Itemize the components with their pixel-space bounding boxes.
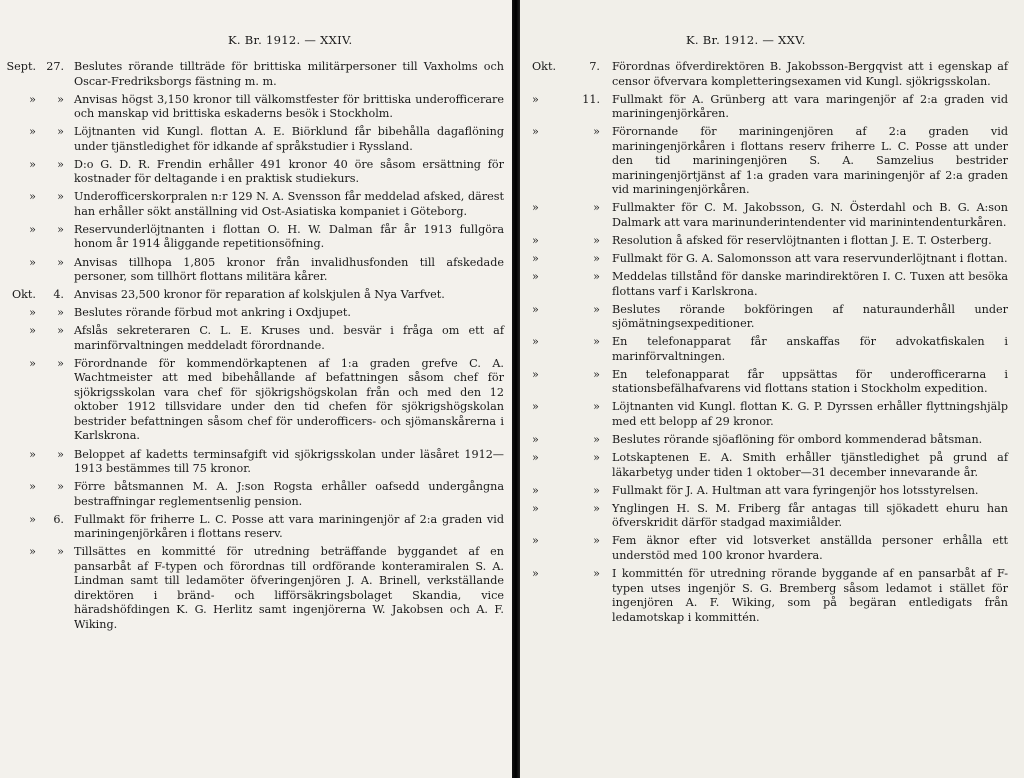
- entry-text: Lotskaptenen E. A. Smith erhåller tjänstledighet på grund af läkarbetyg under tiden 1 oktober—31 december innevarande år.: [612, 451, 1008, 479]
- entry-text: Anvisas 23,500 kronor för reparation af kolskjulen å Nya Varfvet.: [74, 288, 445, 302]
- entry-day: »: [593, 433, 600, 447]
- entry-day: »: [57, 306, 64, 320]
- entry-month: »: [29, 190, 36, 204]
- entry-text: En telefonapparat får anskaffas för advokatfiskalen i marinförvaltningen.: [612, 335, 1008, 363]
- entry-list: [0, 60, 512, 636]
- list-item: [520, 60, 1024, 89]
- entry-month: »: [532, 335, 539, 349]
- entry-day: »: [593, 335, 600, 349]
- entry-text: Fullmakt för A. Grünberg att vara maringenjör af 2:a graden vid mariningenjörkåren.: [612, 92, 1008, 121]
- entry-text: Ynglingen H. S. M. Friberg får antagas till sjökadett ehuru han öfverskridit därför stadgad maximiålder.: [612, 501, 1008, 530]
- list-item: [520, 502, 1024, 531]
- entry-list: [520, 60, 1024, 629]
- list-item: [520, 433, 1024, 448]
- list-item: [520, 451, 1024, 480]
- entry-month: »: [532, 433, 539, 447]
- entry-day: »: [57, 447, 64, 461]
- entry-day: »: [57, 356, 64, 370]
- entry-month: »: [29, 545, 36, 559]
- page-header: K. Br. 1912. — XXIV.: [228, 33, 353, 47]
- entry-text: Beslutes rörande bokföringen af naturaunderhåll under sjömätningsexpeditioner.: [612, 302, 1008, 331]
- entry-day: »: [57, 92, 64, 106]
- list-item: [0, 125, 512, 154]
- entry-text: Fullmakter för C. M. Jakobsson, G. N. Österdahl och B. G. A:son Dalmark att vara marinunderintendenter vid marinintendenturkåren.: [612, 201, 1008, 229]
- list-item: [520, 534, 1024, 563]
- entry-text: Förre båtsmannen M. A. J:son Rogsta erhåller oafsedd undergångna bestraffningar reglementsenlig pension.: [74, 480, 504, 508]
- entry-text: Förornande för mariningenjören af 2:a graden vid mariningenjörkåren i flottans reserv friherre L. C. Posse att under den tid mariningenjören S. A. Samzelius bestrider mariningenjörtjänst af 1:a graden vara mariningenjör af 2:a graden vid mariningenjörkåren.: [612, 125, 1008, 197]
- list-item: [520, 400, 1024, 429]
- list-item: [0, 545, 512, 632]
- entry-text: En telefonapparat får uppsättas för underofficerarna i stationsbefälhafvarens vid flottans station i Stockholm expedition.: [612, 367, 1008, 396]
- list-item: [0, 448, 512, 477]
- entry-month: »: [29, 157, 36, 171]
- list-item: [0, 190, 512, 219]
- entry-text: Anvisas tillhopa 1,805 kronor från invalidhusfonden till afskedade personer, som tillhört flottans militära kårer.: [74, 255, 504, 284]
- entry-day: »: [593, 125, 600, 139]
- entry-text: Beloppet af kadetts terminsafgift vid sjökrigsskolan under läsåret 1912—1913 bestämmes till 75 kronor.: [74, 447, 504, 476]
- entry-month: »: [29, 480, 36, 494]
- entry-text: Afslås sekreteraren C. L. E. Kruses und. besvär i fråga om ett af marinförvaltningen meddeladt förordnande.: [74, 324, 504, 352]
- entry-month: »: [29, 255, 36, 269]
- list-item: [0, 93, 512, 122]
- list-item: [520, 303, 1024, 332]
- entry-month: »: [29, 356, 36, 370]
- entry-month: Sept.: [6, 60, 36, 73]
- entry-day: »: [593, 534, 600, 548]
- entry-text: Fullmakt för J. A. Hultman att vara fyringenjör hos lotsstyrelsen.: [612, 483, 979, 497]
- entry-text: Löjtnanten vid Kungl. flottan A. E. Biörklund får bibehålla dagaflöning under tjänstledighet för idkande af språkstudier i Ryssland.: [74, 125, 504, 153]
- entry-day: »: [57, 480, 64, 494]
- entry-day: »: [593, 251, 600, 265]
- entry-day: »: [593, 483, 600, 497]
- entry-month: »: [29, 222, 36, 236]
- entry-day: 6.: [53, 512, 64, 526]
- entry-month: »: [29, 306, 36, 320]
- entry-day: »: [593, 567, 600, 580]
- entry-day: 7.: [589, 60, 600, 73]
- entry-text: Reservunderlöjtnanten i flottan O. H. W. Dalman får år 1913 fullgöra honom år 1914 åliggande repetitionsöfning.: [74, 222, 504, 251]
- entry-day: »: [593, 400, 600, 414]
- list-item: [520, 368, 1024, 397]
- entry-day: 4.: [53, 288, 64, 302]
- entry-text: Fem äknor efter vid lotsverket anställda personer erhålla ett understöd med 100 kronor hvardera.: [612, 534, 1008, 562]
- entry-text: Förordnande för kommendörkaptenen af 1:a graden grefve C. A. Wachtmeister att med bibehållande af befattningen såsom chef för sjökrigsskolan vara chef för sjökrigshögskolan från och med den 12 oktober 1912 tillsvidare under den tid chefen för sjökrigshögskolan bestrider befattningen såsom chef för underofficers- och sjömanskårerna i Karlskrona.: [74, 356, 504, 443]
- entry-month: »: [29, 125, 36, 139]
- list-item: [520, 93, 1024, 122]
- entry-text: I kommittén för utredning rörande byggande af en pansarbåt af F-typen utses ingenjör S. G. Bremberg såsom ledamot i stället för ingenjören A. F. Wiking, som på begäran entledigats från ledamotskap i kommittén.: [612, 567, 1008, 624]
- entry-day: »: [57, 545, 64, 559]
- entry-day: »: [593, 270, 600, 284]
- list-item: [520, 567, 1024, 625]
- list-item: [0, 513, 512, 542]
- entry-text: Tillsättes en kommitté för utredning beträffande byggandet af en pansarbåt af F-typen och förordnas till ordförande konteramiralen S. A. Lindman samt till ledamöter öfveringenjören J. A. Brinell, verkställande direktören i bränd- och lifförsäkringsbolaget Skandia, vice häradshöfdingen K. G. Herlitz samt ingenjörerna W. Jakobsen och A. F. Wiking.: [74, 545, 504, 631]
- entry-month: »: [532, 400, 539, 414]
- entry-day: »: [57, 190, 64, 204]
- entry-text: Beslutes rörande förbud mot ankring i Oxdjupet.: [74, 306, 351, 320]
- book-gutter: [512, 0, 520, 778]
- entry-text: D:o G. D. R. Frendin erhåller 491 kronor 40 öre såsom ersättning för kostnader för deltagande i en praktisk studiekurs.: [74, 157, 504, 186]
- entry-text: Löjtnanten vid Kungl. flottan K. G. P. Dyrssen erhåller flyttningshjälp med ett belopp af 29 kronor.: [612, 400, 1008, 428]
- entry-month: »: [532, 270, 539, 284]
- entry-month: »: [29, 447, 36, 461]
- entry-day: 27.: [46, 60, 64, 73]
- entry-month: »: [532, 251, 539, 265]
- entry-month: »: [532, 302, 539, 316]
- list-item: [520, 125, 1024, 198]
- list-item: [0, 223, 512, 252]
- list-item: [520, 270, 1024, 299]
- entry-month: Okt.: [11, 288, 36, 302]
- list-item: [0, 306, 512, 321]
- list-item: [520, 484, 1024, 499]
- entry-month: »: [532, 534, 539, 548]
- entry-month: »: [532, 451, 539, 465]
- list-item: [0, 288, 512, 303]
- entry-day: »: [57, 125, 64, 139]
- entry-month: »: [532, 367, 539, 381]
- entry-text: Underofficerskorpralen n:r 129 N. A. Svensson får meddelad afsked, därest han erhåller sökt anställning vid Ost-Asiatiska kompaniet i Göteborg.: [74, 190, 504, 218]
- entry-text: Beslutes rörande sjöaflöning för ombord kommenderad båtsman.: [612, 433, 983, 447]
- entry-text: Resolution å afsked för reservlöjtnanten i flottan J. E. T. Osterberg.: [612, 233, 992, 247]
- entry-month: »: [532, 567, 539, 580]
- entry-text: Beslutes rörande tillträde för brittiska militärpersoner till Vaxholms och Oscar-Fredriksborgs fästning m. m.: [74, 60, 504, 88]
- list-item: [520, 201, 1024, 230]
- list-item: [0, 256, 512, 285]
- entry-month: »: [532, 233, 539, 247]
- entry-day: »: [593, 201, 600, 215]
- entry-month: »: [532, 125, 539, 139]
- right-page: [520, 0, 1024, 778]
- list-item: [520, 234, 1024, 249]
- entry-month: »: [532, 483, 539, 497]
- list-item: [520, 252, 1024, 267]
- list-item: [0, 324, 512, 353]
- entry-day: »: [57, 255, 64, 269]
- entry-month: »: [532, 501, 539, 515]
- entry-month: »: [532, 92, 539, 106]
- entry-text: Fullmakt för G. A. Salomonsson att vara reservunderlöjtnant i flottan.: [612, 251, 1008, 265]
- entry-day: »: [57, 157, 64, 171]
- entry-text: Förordnas öfverdirektören B. Jakobsson-Bergqvist att i egenskap af censor öfvervara kompletteringsexamen vid Kungl. sjökrigsskolan.: [612, 60, 1008, 88]
- entry-month: Okt.: [532, 60, 557, 73]
- entry-day: »: [593, 233, 600, 247]
- list-item: [0, 158, 512, 187]
- entry-day: »: [57, 324, 64, 338]
- entry-month: »: [29, 324, 36, 338]
- entry-day: »: [593, 501, 600, 515]
- entry-month: »: [29, 512, 36, 526]
- list-item: [0, 60, 512, 89]
- entry-text: Meddelas tillstånd för danske marindirektören I. C. Tuxen att besöka flottans varf i Karlskrona.: [612, 270, 1008, 298]
- list-item: [0, 357, 512, 444]
- entry-day: »: [593, 451, 600, 465]
- entry-month: »: [29, 92, 36, 106]
- entry-text: Fullmakt för friherre L. C. Posse att vara mariningenjör af 2:a graden vid mariningenjörkåren i flottans reserv.: [74, 512, 504, 541]
- list-item: [0, 480, 512, 509]
- entry-text: Anvisas högst 3,150 kronor till välkomstfester för brittiska underofficerare och manskap vid brittiska eskaderns besök i Stockholm.: [74, 92, 504, 121]
- page-header: K. Br. 1912. — XXV.: [686, 33, 806, 47]
- entry-day: »: [593, 302, 600, 316]
- entry-day: 11.: [582, 92, 600, 106]
- list-item: [520, 335, 1024, 364]
- entry-day: »: [57, 222, 64, 236]
- entry-day: »: [593, 367, 600, 381]
- entry-month: »: [532, 201, 539, 215]
